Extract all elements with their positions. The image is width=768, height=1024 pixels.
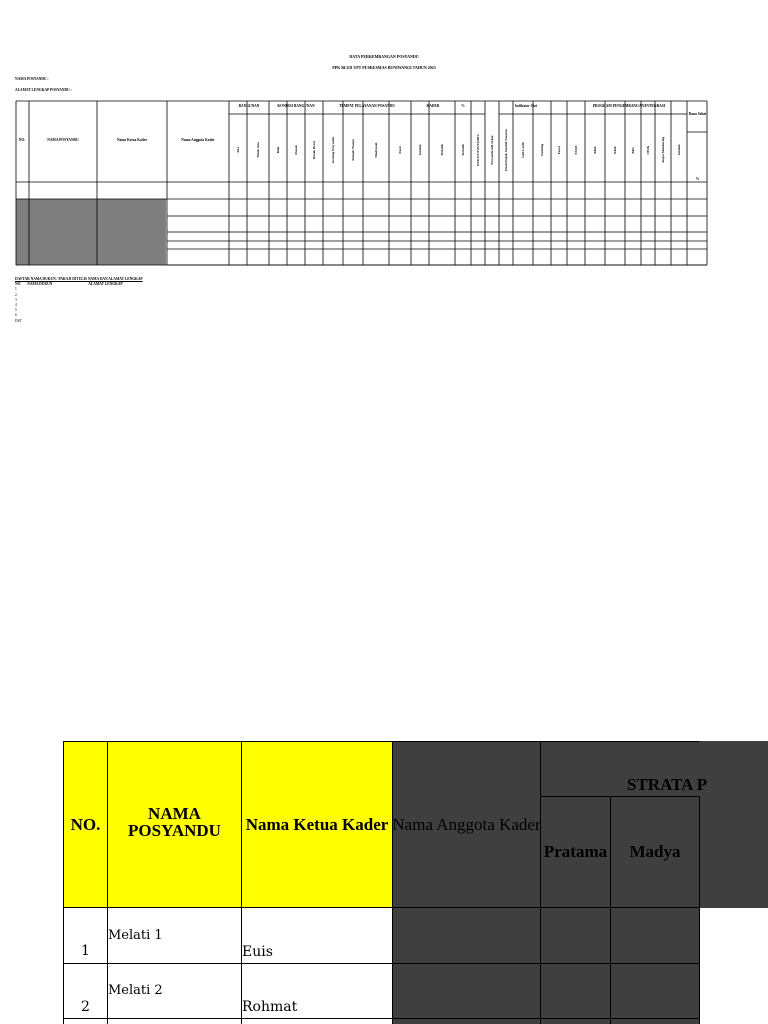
zth-strata: STRATA P [627, 775, 708, 794]
th-no: NO. [18, 138, 26, 142]
sub-header-16: Gizi Lebih [521, 142, 525, 158]
th-nama-posyandu: NAMA POSYANDU [47, 138, 79, 142]
zrow2-madya-cell [610, 963, 700, 1019]
zrow1-madya-cell [610, 907, 700, 964]
zrow1-posyandu: Melati 1 [108, 928, 163, 943]
list-item-4: 4 [15, 303, 17, 308]
list-item-2: 2 [15, 292, 17, 297]
th-kondisi: KONDISI BANGUNAN [277, 104, 315, 108]
zrow2-anggota-cell [392, 963, 541, 1019]
list-title: DAFTAR NAMA DUKUN / PARAJI DITULIS NAMA DAN ALAMAT LENGKAP [15, 277, 143, 281]
sub-header-12: Terlatih [461, 144, 465, 156]
th-persen: % [461, 104, 465, 108]
th-ketua-kader: Nama Ketua Kader [116, 138, 148, 142]
sub-header-19: PAUD [574, 145, 578, 155]
zrow3-pratama-cell [540, 1018, 611, 1024]
merged-gray-block [16, 199, 166, 265]
list-th-nama: NAMA DUKUN [27, 282, 53, 287]
th-dana-sehat: Dana Sehat [688, 112, 707, 116]
list-item-dst: DST [15, 318, 22, 323]
list-item-5: 5 [15, 308, 17, 313]
zth-ketua-kader: Nama Ketua Kader [245, 815, 389, 834]
zrow1-anggota-cell [392, 907, 541, 964]
list-th-alamat: ALAMAT LENGKAP [88, 282, 123, 287]
sub-header-1: Ada [236, 146, 240, 154]
sub-header-20: BKB [593, 146, 597, 154]
list-item-6: 6 [15, 313, 17, 318]
sub-header-24: Ampu Monitoring [661, 136, 665, 164]
sheet-title: DATA PERKEMBANGAN POSYANDU [349, 54, 419, 59]
sub-header-17: Stunting [540, 143, 544, 157]
sub-header-7: Rumah Warga [351, 139, 355, 161]
sub-header-23: UP2K [646, 145, 650, 155]
sub-header-25: Jumlah [677, 144, 681, 156]
list-item-1: 1 [15, 287, 17, 292]
zrow2-ketua: Rohmat [242, 999, 298, 1015]
sub-header-3: Baik [276, 146, 280, 154]
zth-no: NO. [70, 815, 101, 834]
th-program: PROGRAM PENGEMBANGAN/INTEGRASI [592, 104, 666, 108]
alamat-label: ALAMAT LENGKAP POSYANDU : [15, 88, 72, 92]
th-anggota-kader: Nama Anggota Kader [181, 138, 215, 142]
sub-header-21: BKR [613, 146, 617, 154]
zrow2-pratama-cell [540, 963, 611, 1019]
sub-header-5: Rusak Berat [312, 140, 316, 160]
zth-pratama: Pratama [543, 842, 608, 861]
zrow3-ketua-cell [241, 1018, 393, 1024]
list-th-no: NO [15, 282, 21, 287]
sub-header-22: BKL [631, 146, 635, 154]
top-table-grid [15, 100, 708, 266]
zth-strata-overflow [699, 741, 768, 908]
top-data-table [15, 100, 708, 266]
zoomed-table-view [0, 700, 768, 1024]
sub-header-13: DUKUN POSYANDU [476, 134, 480, 166]
zrow3-no-cell [63, 1018, 108, 1024]
sub-header-10: Jumlah [418, 144, 422, 156]
zrow2-no: 2 [81, 999, 90, 1015]
zrow1-no: 1 [81, 943, 90, 959]
zrow1-ketua: Euis [242, 944, 273, 960]
th-bangunan: BANGUNAN [238, 104, 260, 108]
zrow2-posyandu: Melati 2 [108, 983, 163, 998]
sub-header-14: Posyandu KB-Sehat [490, 135, 494, 165]
nama-posyandu-label: NAMA POSYANDU : [15, 77, 49, 81]
sheet-subtitle: PPK BLUD UPT PUSKESMAS BUNIWANGI TAHUN 2023 [332, 65, 436, 70]
sub-header-15: Hasil Rujuk Jumlah Sasaran [504, 129, 508, 171]
zrow3-anggota-cell [392, 1018, 541, 1024]
zrow1-pratama-cell [540, 907, 611, 964]
sub-header-11: Terlatih [440, 144, 444, 156]
dukun-list [15, 277, 143, 324]
th-tempat: TEMPAT PELAYANAN POSANDU [339, 104, 395, 108]
sub-header-18: Posyo [557, 145, 561, 155]
sub-header-2: Tidak Ada [256, 142, 260, 158]
th-indikator: Indikator Gizi [515, 104, 537, 108]
sub-header-4: Rusak [294, 145, 298, 155]
th-persen-end: % [695, 177, 700, 181]
list-item-3: 3 [15, 297, 17, 302]
th-kader: KADER [426, 104, 440, 108]
zth-madya: Madya [629, 842, 681, 861]
zth-anggota-kader: Nama Anggota Kader [392, 815, 541, 834]
zth-nama-posyandu: NAMA POSYANDU [128, 804, 221, 840]
sub-header-9: Pasti [398, 146, 402, 154]
sub-header-8: Madrasah [374, 142, 378, 158]
zrow3-posyandu-cell [107, 1018, 242, 1024]
zrow3-madya-cell [610, 1018, 700, 1024]
sub-header-6: Gedung Posyandu [331, 136, 335, 164]
